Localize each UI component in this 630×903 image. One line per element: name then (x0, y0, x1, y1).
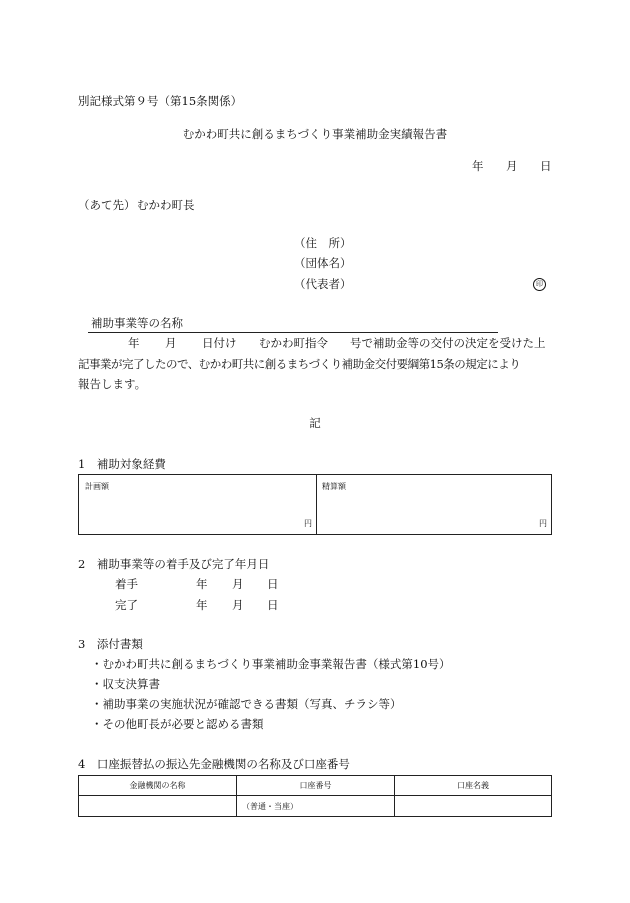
seal-mark: 印 (533, 278, 546, 291)
section3-heading: 3 添付書類 (78, 637, 143, 651)
decision-order: むかわ町指令 (259, 336, 328, 350)
body-line-3: 報告します。 (78, 377, 147, 391)
body-line-2: 記事業が完了したので、むかわ町共に創るまちづくり補助金交付要綱第15条の規定により (78, 357, 521, 371)
section4-heading: 4 口座振替払の振込先金融機関の名称及び口座番号 (78, 757, 350, 771)
account-type-text: （普通・当座） (242, 802, 298, 811)
start-day: 日 (267, 577, 279, 591)
decision-year: 年 (128, 336, 140, 350)
attachment-item: ・補助事業の実施状況が確認できる書類（写真、チラシ等） (91, 697, 402, 711)
section1-heading: 1 補助対象経費 (78, 457, 166, 471)
applicant-rep-label: （代表者） (294, 277, 352, 291)
planned-amount-label: 計画額 (85, 482, 109, 491)
expense-table (78, 474, 552, 535)
bank-table-row-divider (79, 795, 551, 796)
addressee-name: むかわ町長 (137, 198, 195, 212)
settled-amount-label: 精算額 (322, 482, 346, 491)
bank-account-table (78, 775, 552, 817)
section2-heading: 2 補助事業等の着手及び完了年月日 (78, 557, 270, 571)
date-year: 年 (472, 159, 484, 173)
attachment-item: ・むかわ町共に創るまちづくり事業補助金事業報告書（様式第10号） (91, 657, 451, 671)
complete-year: 年 (196, 598, 208, 612)
start-year: 年 (196, 577, 208, 591)
attachment-item: ・その他町長が必要と認める書類 (91, 717, 264, 731)
complete-label: 完了 (115, 598, 138, 612)
settled-amount-yen: 円 (539, 519, 547, 528)
complete-day: 日 (267, 598, 279, 612)
complete-month: 月 (232, 598, 244, 612)
document-title: むかわ町共に創るまちづくり事業補助金実績報告書 (182, 127, 448, 141)
planned-amount-yen: 円 (304, 519, 312, 528)
account-holder-header: 口座名義 (457, 781, 489, 790)
date-day: 日 (540, 159, 552, 173)
start-label: 着手 (115, 577, 138, 591)
applicant-org-label: （団体名） (294, 256, 352, 270)
ki-mark: 記 (309, 416, 321, 430)
project-name-label: 補助事業等の名称 (91, 316, 183, 330)
bank-name-header: 金融機関の名称 (129, 781, 186, 790)
project-name-underline (88, 332, 498, 333)
attachment-item: ・収支決算書 (91, 677, 160, 691)
addressee-label: （あて先） (78, 198, 136, 212)
date-month: 月 (506, 159, 518, 173)
decision-day: 日付け (202, 336, 237, 350)
decision-month: 月 (165, 336, 177, 350)
applicant-address-label: （住 所） (294, 236, 352, 250)
account-number-header: 口座番号 (299, 781, 332, 790)
start-month: 月 (232, 577, 244, 591)
form-number: 別記様式第９号（第15条関係） (78, 94, 243, 108)
expense-table-divider (316, 475, 317, 534)
decision-rest: 号で補助金等の交付の決定を受けた上 (350, 336, 546, 350)
